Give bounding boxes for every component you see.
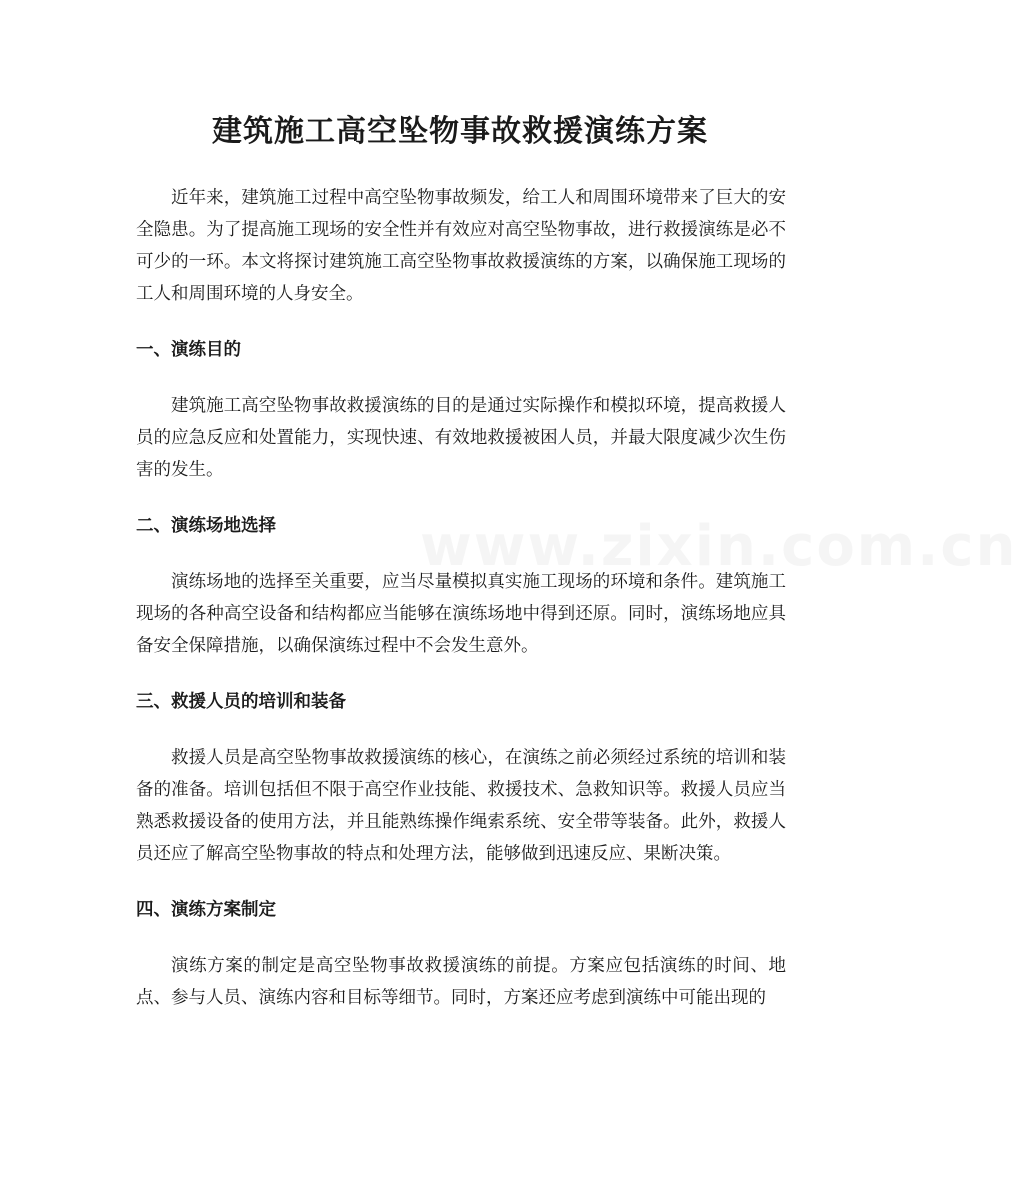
section-heading-purpose: 一、演练目的 (136, 340, 241, 360)
section-body-training: 救援人员是高空坠物事故救援演练的核心，在演练之前必须经过系统的培训和装备的准备。培训包括但不限于高空作业技能、救援技术、急救知识等。救援人员应当熟悉救援设备的使用方法，并且能熟练操作绳索系统、安全带等装备。此外，救援人员还应了解高空坠物事故的特点和处理方法，能够做到迅速反应、果断决策。 (136, 748, 786, 864)
section-body-site: 演练场地的选择至关重要，应当尽量模拟真实施工现场的环境和条件。建筑施工现场的各种高空设备和结构都应当能够在演练场地中得到还原。同时，演练场地应具备安全保障措施，以确保演练过程中不会发生意外。 (136, 572, 786, 656)
watermark: www.zixin.com.cn (420, 514, 1018, 579)
section-heading-plan: 四、演练方案制定 (136, 900, 276, 920)
document-body (136, 182, 786, 1038)
section-heading-training: 三、救援人员的培训和装备 (136, 692, 346, 712)
document-title: 建筑施工高空坠物事故救援演练方案 (212, 114, 708, 149)
section-heading-site: 二、演练场地选择 (136, 516, 276, 536)
section-body-purpose: 建筑施工高空坠物事故救援演练的目的是通过实际操作和模拟环境，提高救援人员的应急反应和处置能力，实现快速、有效地救援被困人员，并最大限度减少次生伤害的发生。 (136, 396, 786, 480)
section-body-plan: 演练方案的制定是高空坠物事故救援演练的前提。方案应包括演练的时间、地点、参与人员、演练内容和目标等细节。同时，方案还应考虑到演练中可能出现的 (136, 956, 786, 1008)
intro-paragraph: 近年来，建筑施工过程中高空坠物事故频发，给工人和周围环境带来了巨大的安全隐患。为了提高施工现场的安全性并有效应对高空坠物事故，进行救援演练是必不可少的一环。本文将探讨建筑施工高空坠物事故救援演练的方案，以确保施工现场的工人和周围环境的人身安全。 (136, 188, 786, 304)
